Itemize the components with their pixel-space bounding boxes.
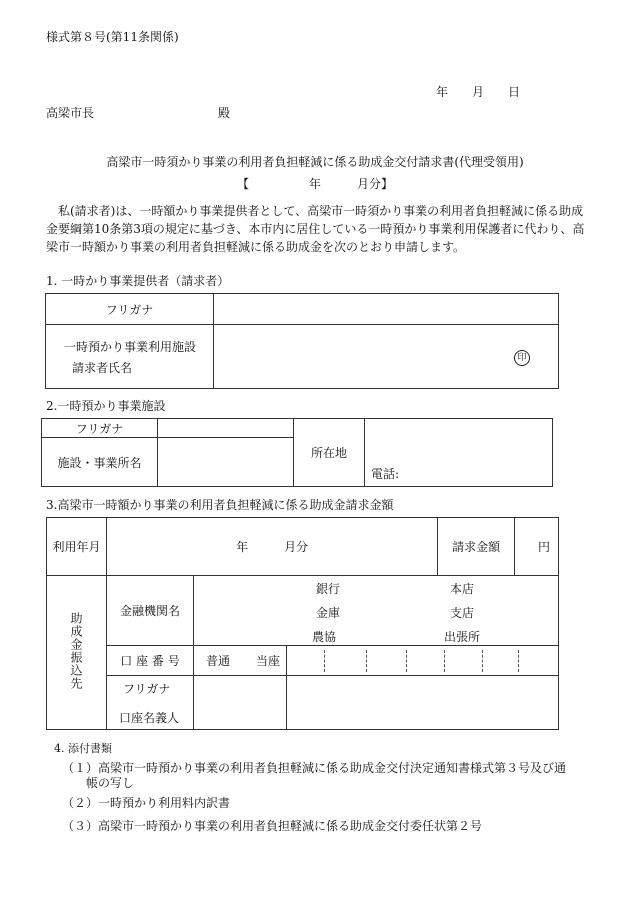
bank-label: 金融機関名 [107, 576, 194, 646]
branch-type-main: 本店 [450, 582, 475, 596]
period: 【 年 月分】 [236, 177, 393, 191]
honorific: 殿 [218, 106, 231, 120]
furigana-label: フリガナ [42, 419, 158, 438]
facility-table [41, 418, 553, 487]
digit-divider [444, 650, 445, 672]
amount-table [46, 517, 559, 730]
date-line: 年 月 日 [436, 85, 521, 99]
amount-label: 請求金額 [438, 518, 515, 576]
digit-divider [518, 650, 519, 672]
account-type-ordinary: 普通 [206, 654, 231, 668]
digit-divider [406, 650, 407, 672]
section2-heading: 2.一時預かり事業施設 [46, 399, 166, 413]
bank-type-bank: 銀行 [316, 582, 341, 596]
attachments-heading: 4. 添付書類 [54, 742, 112, 755]
addressee: 高梁市長 [46, 106, 95, 120]
provider-table [45, 293, 559, 389]
bank-field[interactable] [194, 576, 559, 646]
address-label: 所在地 [294, 419, 365, 487]
account-holder-field[interactable] [194, 676, 559, 730]
account-number-field[interactable] [194, 646, 559, 676]
account-holder-label: フリガナ 口座名義人 [107, 676, 194, 730]
address-field[interactable] [365, 419, 553, 487]
seal-icon: 印 [514, 350, 530, 366]
furigana-label: フリガナ [46, 294, 214, 325]
branch-type-sub: 出張所 [444, 630, 481, 644]
branch-type-branch: 支店 [450, 606, 475, 620]
bank-type-shinkin: 金庫 [316, 606, 341, 620]
form-number: 様式第８号(第11条関係) [46, 30, 179, 44]
attachment-item-3: （３）高梁市一時預かり事業の利用者負担軽減に係る助成金交付委任状第２号 [62, 819, 483, 833]
facility-field[interactable] [158, 438, 294, 487]
attachment-item-1: （１）高梁市一時預かり事業の利用者負担軽減に係る助成金交付決定通知書様式第３号及び通 帳の写し [62, 761, 567, 790]
digit-divider [324, 650, 325, 672]
furigana-field[interactable] [214, 294, 559, 325]
name-label: 一時預かり事業利用施設 請求者氏名 [46, 325, 214, 389]
digit-divider [366, 650, 367, 672]
furigana-field[interactable] [158, 419, 294, 438]
section3-heading: 3.高梁市一時額かり事業の利用者負担軽減に係る助成金請求金額 [46, 498, 394, 512]
digit-divider [482, 650, 483, 672]
bank-type-nokyo: 農協 [312, 630, 337, 644]
divider [286, 676, 287, 730]
declaration: 私(請求者)は、一時額かり事業提供者として、高梁市一時須かり事業の利用者負担軽減に係る助成金要綱第10条第3項の規定に基づき、本市内に居住している一時預かり事業利用保護者に代わり、高梁市一時額かり事業の利用者負担軽減に係る助成金を次のとおり申請します。 [46, 204, 585, 254]
usage-month-field[interactable]: 年 月分 [107, 518, 438, 576]
document-title: 高梁市一時須かり事業の利用者負担軽減に係る助成金交付請求書(代理受領用) [106, 155, 524, 169]
account-number-label: 口 座 番 号 [107, 646, 194, 676]
transfer-label: 助成金振込先 [47, 576, 107, 730]
usage-month-label: 利用年月 [47, 518, 107, 576]
section1-heading: 1. 一時かり事業提供者（請求者） [46, 274, 230, 288]
phone-label: 電話: [371, 467, 400, 481]
divider [286, 646, 287, 676]
attachment-item-2: （２）一時預かり利用料内訳書 [62, 796, 231, 810]
account-type-current: 当座 [256, 654, 281, 668]
amount-field[interactable]: 円 [515, 518, 559, 576]
name-field[interactable] [214, 325, 559, 389]
facility-label: 施設・事業所名 [42, 438, 158, 487]
